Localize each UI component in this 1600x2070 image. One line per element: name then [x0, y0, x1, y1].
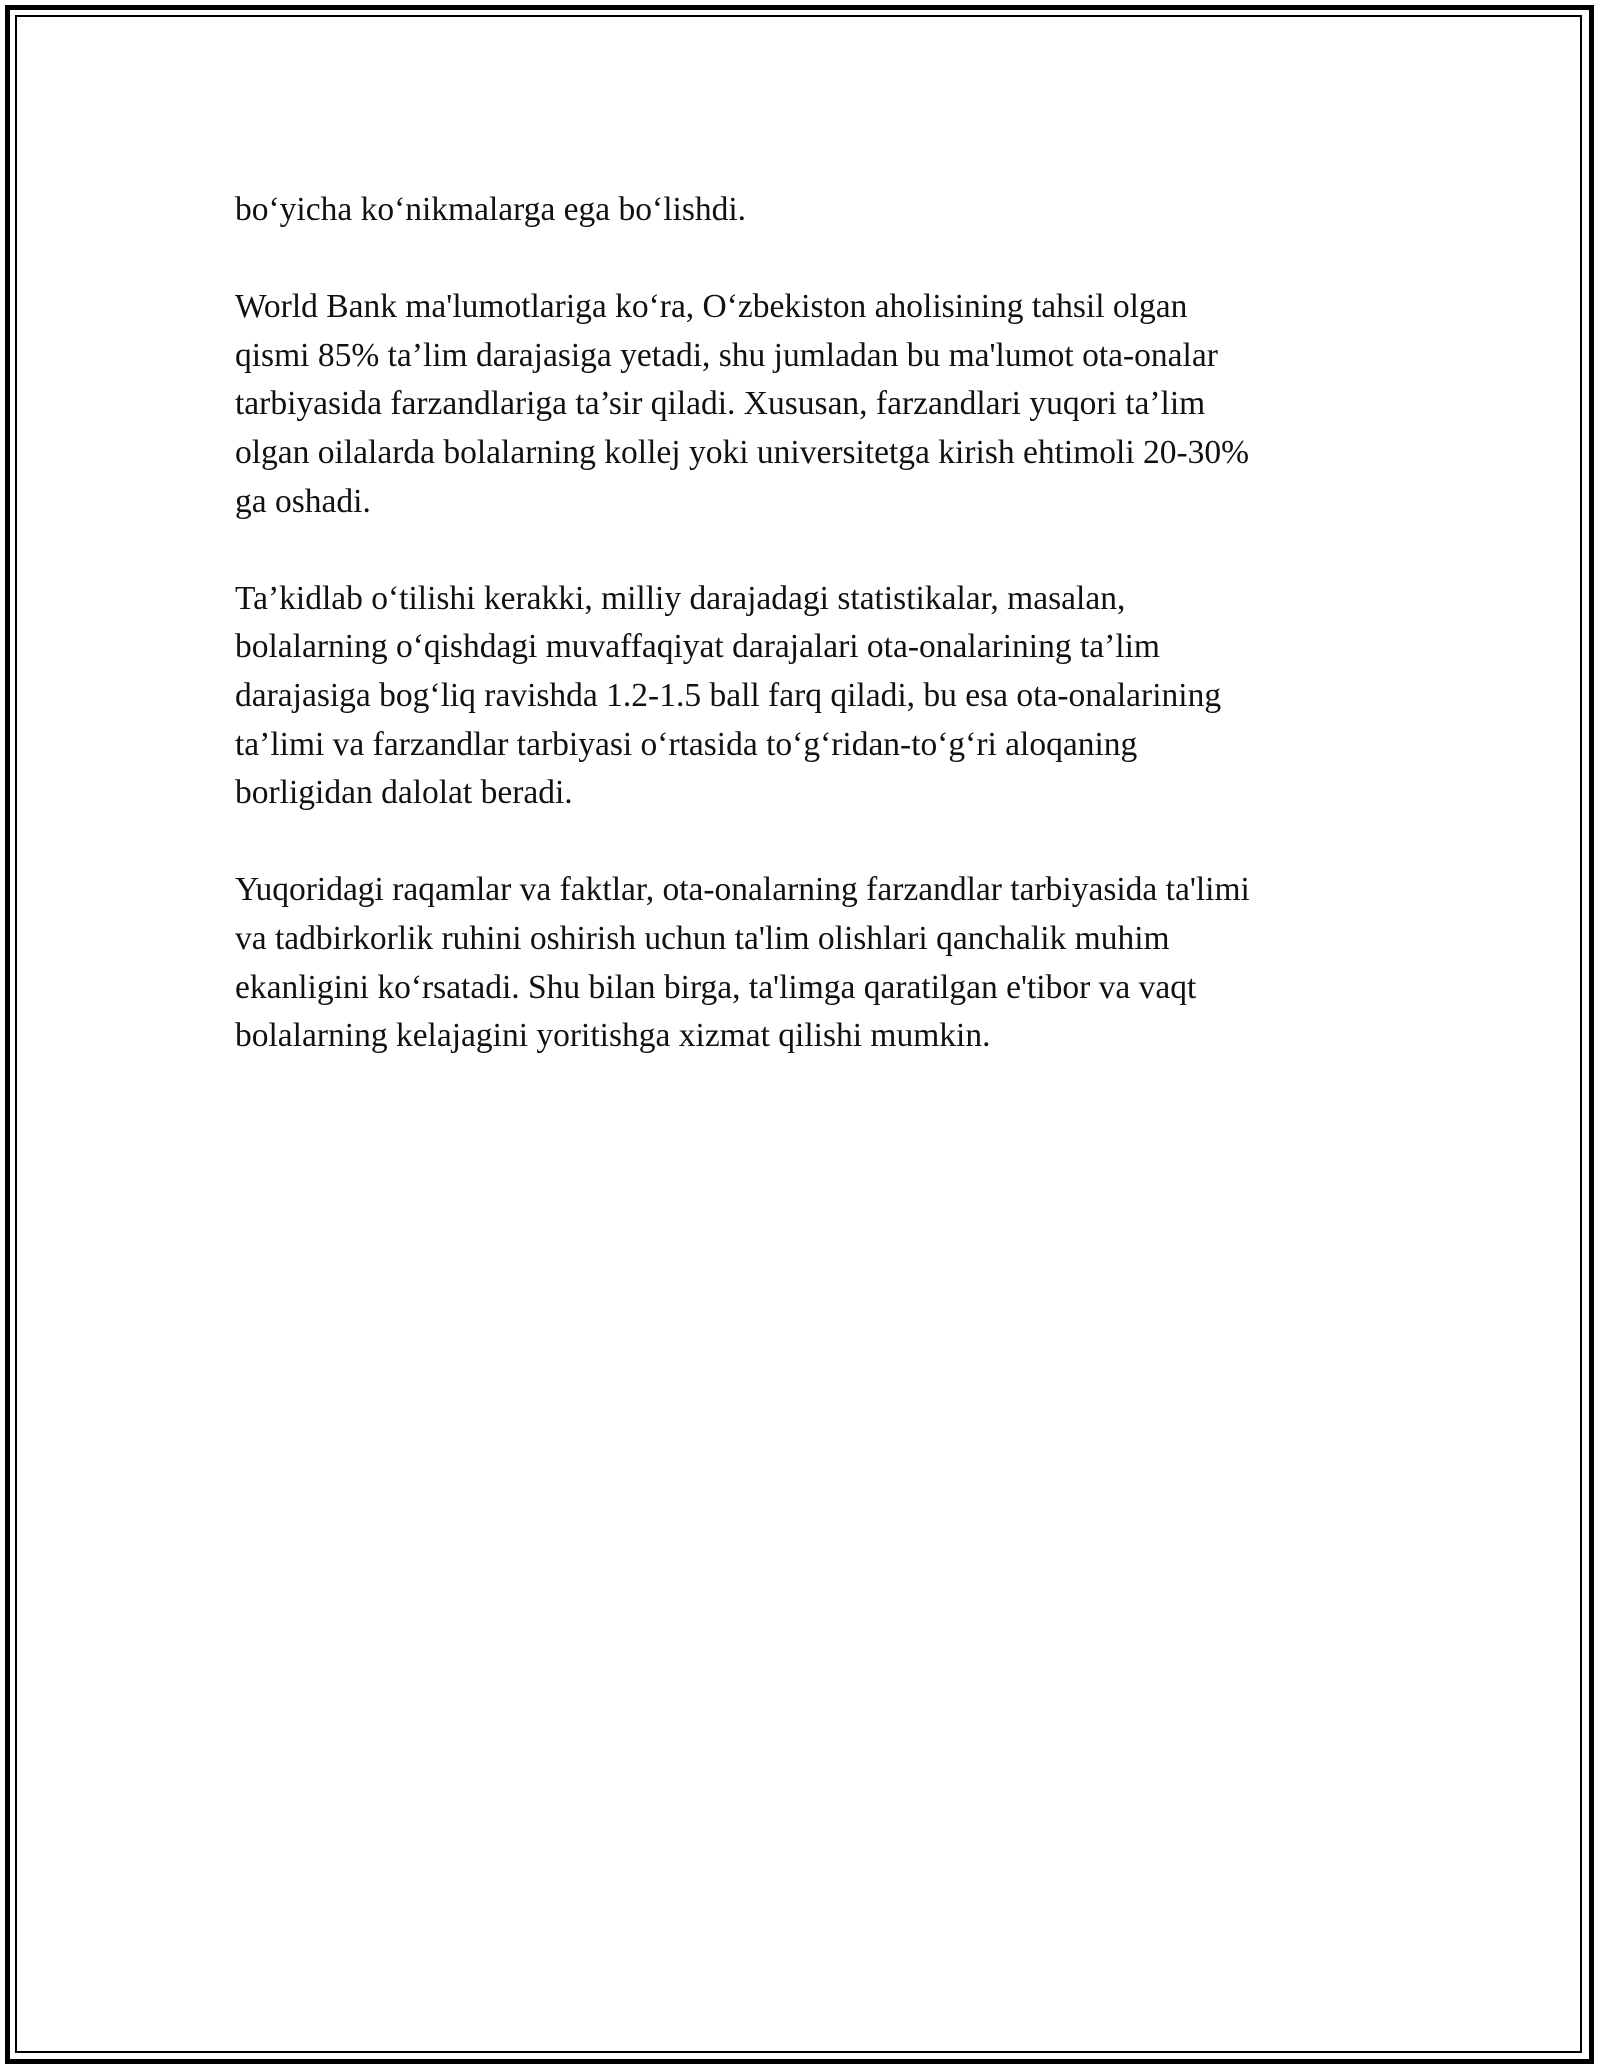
text-line: ekanligini ko‘rsatadi. Shu bilan birga, ta'limga qaratilgan e'tibor va vaqt — [235, 968, 1197, 1006]
document-body — [235, 186, 1365, 1109]
text-line: ta’limi va farzandlar tarbiyasi o‘rtasida to‘g‘ridan-to‘g‘ri aloqaning — [235, 725, 1138, 763]
text-line: va tadbirkorlik ruhini oshirish uchun ta'lim olishlari qanchalik muhim — [235, 919, 1170, 957]
text-line: qismi 85% ta’lim darajasiga yetadi, shu jumladan bu ma'lumot ota-onalar — [235, 336, 1218, 374]
text-line: borligidan dalolat beradi. — [235, 774, 573, 812]
text-line: olgan oilalarda bolalarning kollej yoki universitetga kirish ehtimoli 20-30% — [235, 433, 1250, 471]
text-line: darajasiga bog‘liq ravishda 1.2-1.5 ball farq qiladi, bu esa ota-onalarining — [235, 676, 1222, 714]
text-line: ga oshadi. — [235, 482, 371, 520]
paragraph-3 — [235, 575, 1365, 818]
paragraph-2 — [235, 283, 1365, 526]
text-line: bolalarning o‘qishdagi muvaffaqiyat darajalari ota-onalarining ta’lim — [235, 628, 1160, 666]
text-line: Yuqoridagi raqamlar va faktlar, ota-onalarning farzandlar tarbiyasida ta'limi — [235, 871, 1250, 909]
paragraph-4 — [235, 866, 1365, 1060]
text-line: bolalarning kelajagini yoritishga xizmat qilishi mumkin. — [235, 1017, 991, 1055]
paragraph-1 — [235, 186, 1365, 235]
text-line: bo‘yicha ko‘nikmalarga ega bo‘lishdi. — [235, 191, 747, 228]
text-line: tarbiyasida farzandlariga ta’sir qiladi. Xususan, farzandlari yuqori ta’lim — [235, 385, 1206, 423]
text-line: Ta’kidlab o‘tilishi kerakki, milliy darajadagi statistikalar, masalan, — [235, 579, 1126, 617]
text-line: World Bank ma'lumotlariga ko‘ra, O‘zbekiston aholisining tahsil olgan — [235, 288, 1188, 326]
